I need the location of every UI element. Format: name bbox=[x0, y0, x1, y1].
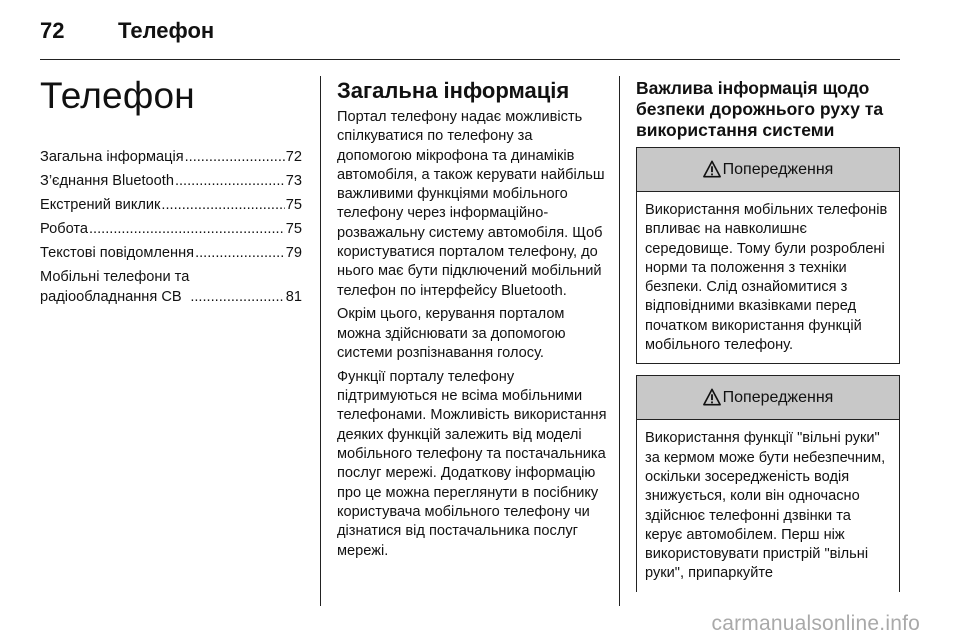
page-number: 72 bbox=[40, 18, 65, 43]
warning-label: Попередження bbox=[722, 160, 834, 178]
toc-item-text: Робота bbox=[40, 221, 88, 237]
running-title: Телефон bbox=[118, 18, 215, 43]
chapter-title: Телефон bbox=[40, 75, 195, 116]
toc-item[interactable] bbox=[40, 148, 302, 168]
toc-item-text: Мобільні телефони та радіообладнання CB bbox=[40, 269, 190, 305]
toc-dot-leader bbox=[89, 220, 285, 240]
toc-item-text: Загальна інформація bbox=[40, 149, 184, 165]
warning-box bbox=[636, 375, 900, 591]
toc-list bbox=[40, 148, 302, 307]
body-paragraph: Портал телефону надає можливість спілкуватися по телефону за допомогою мікрофона та динаміків автомобіля, а також керувати найбільш важливими функціями мобільного телефону через інформаційно-розважальну систему автомобіля. Щоб користуватися порталом телефону, до нього має бути підключений мобільний телефон по інтерфейсу Bluetooth. bbox=[337, 109, 605, 299]
page-header bbox=[40, 18, 900, 48]
warning-header bbox=[637, 376, 899, 420]
toc-item-text: З’єднання Bluetooth bbox=[40, 173, 174, 189]
warning-box bbox=[636, 147, 900, 364]
subsection-title: Важлива інформація щодо безпеки дорожнього руху та використання системи bbox=[636, 78, 884, 140]
toc-item-page: 75 bbox=[285, 221, 302, 237]
section-title: Загальна інформація bbox=[337, 78, 570, 103]
warning-header bbox=[637, 148, 899, 192]
toc-dot-leader bbox=[161, 196, 284, 216]
warning-text: Використання функції "вільні руки" за кермом може бути небезпечним, оскільки зосередженість водія знижується, коли він одночасно здійснює телефонні дзвінки та керує автомобілем. Перш ніж використовувати пристрій "вільні руки", припаркуйте bbox=[645, 430, 886, 582]
warning-triangle-icon bbox=[703, 160, 721, 178]
header-rule bbox=[40, 59, 900, 60]
warning-label: Попередження bbox=[722, 388, 834, 406]
toc-item-text: Екстрений виклик bbox=[40, 197, 161, 213]
toc-item[interactable] bbox=[40, 220, 302, 240]
toc-dot-leader bbox=[195, 244, 285, 264]
toc-dot-leader bbox=[185, 148, 285, 168]
toc-item-page: 81 bbox=[285, 288, 302, 305]
toc-item-page: 79 bbox=[285, 245, 302, 261]
body-paragraph: Окрім цього, керування порталом можна здійснювати за допомогою системи розпізнавання голосу. bbox=[337, 306, 566, 362]
toc-item[interactable] bbox=[40, 172, 302, 192]
toc-item-text: Текстові повідомлення bbox=[40, 245, 195, 261]
toc-dot-leader bbox=[190, 288, 284, 308]
toc-item-page: 73 bbox=[285, 173, 302, 189]
toc-item[interactable] bbox=[40, 244, 302, 264]
column-divider bbox=[619, 76, 620, 606]
toc-item[interactable] bbox=[40, 268, 302, 307]
column-divider bbox=[320, 76, 321, 606]
toc-item-page: 75 bbox=[285, 197, 302, 213]
warning-text: Використання мобільних телефонів впливає на навколишнє середовище. Тому були розроблені норми та положення з техніки безпеки. Слід ознайомитися з відповідними вказівками перед початком використання функцій мобільного телефону. bbox=[645, 202, 888, 354]
toc-item[interactable] bbox=[40, 196, 302, 216]
toc-dot-leader bbox=[175, 172, 285, 192]
column-toc bbox=[40, 74, 302, 312]
watermark: carmanualsonline.info bbox=[711, 612, 920, 635]
body-paragraph: Функції порталу телефону підтримуються не всіма мобільними телефонами. Можливість використання деяких функцій залежить від моделі мобільного телефону та постачальника послуг мережі. Додаткову інформацію про це можна переглянути в посібнику користувача мобільного телефону чи дізнатися від постачальника послуг мережі. bbox=[337, 368, 607, 559]
toc-item-page: 72 bbox=[285, 149, 302, 165]
warning-triangle-icon bbox=[703, 388, 721, 406]
column-safety bbox=[636, 78, 900, 603]
column-general-info bbox=[337, 78, 607, 565]
